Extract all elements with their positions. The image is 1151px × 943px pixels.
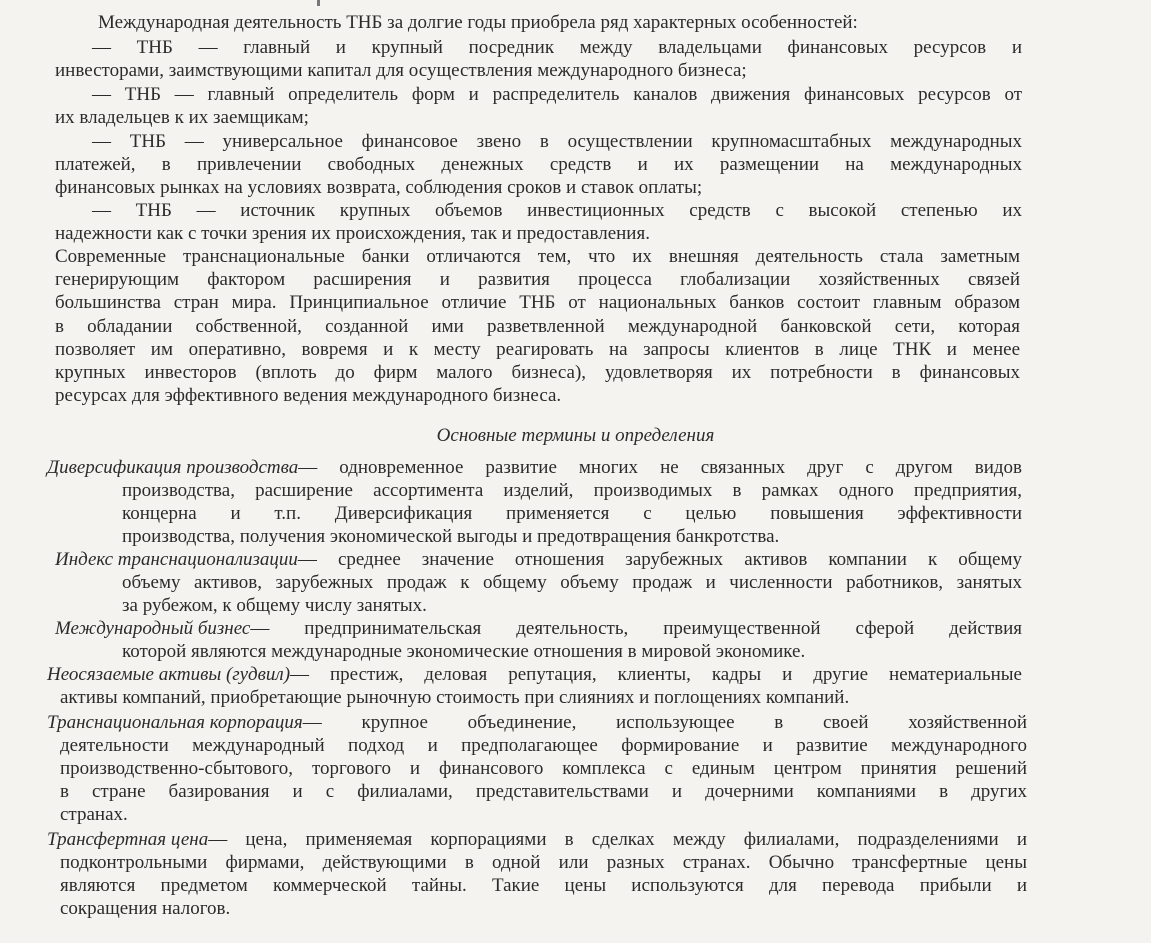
intro-line: их владельцев к их заемщикам; — [55, 107, 309, 128]
section-heading: Основные термины и определения — [436, 425, 715, 446]
intro-line: крупных инвесторов (вплоть до фирм малого бизнеса), удовлетворяя их потребности в финансовых — [55, 362, 1020, 383]
term-definition-line: в стране базирования и с филиалами, представительствами и дочерними компаниями в других — [60, 781, 1027, 802]
term-definition-text: — цена, применяемая корпорациями в сделках между филиалами, подразделениями и — [208, 829, 1027, 850]
term-definition-line: являются предметом коммерческой тайны. Такие цены используются для перевода прибыли и — [60, 875, 1027, 896]
term-definition-text: — престиж, деловая репутация, клиенты, кадры и другие нематериальные — [290, 664, 1022, 685]
term-title: Международный бизнес — [55, 618, 251, 639]
term-definition-text: — предпринимательская деятельность, преимущественной сферой действия — [250, 618, 1022, 639]
term-title: Трансфертная цена — [47, 829, 209, 850]
scan-artifact-mark — [317, 0, 320, 6]
term-definition-first-line — [55, 617, 1022, 640]
term-definition-line: сокращения налогов. — [60, 898, 231, 919]
intro-line: позволяет им оперативно, вовремя и к месту реагировать на запросы клиентов в лице ТНК и менее — [55, 339, 1020, 360]
intro-line: — ТНБ — источник крупных объемов инвестиционных средств с высокой степенью их — [92, 200, 1022, 221]
term-definition-line: активы компаний, приобретающие рыночную стоимость при слияниях и поглощениях компаний. — [60, 687, 850, 708]
term-definition-line: подконтрольными фирмами, действующими в одной или разных странах. Обычно трансфертные цены — [60, 852, 1027, 873]
term-title: Неосязаемые активы (гудвил) — [47, 664, 291, 685]
term-definition-line: производственно-сбытового, торгового и финансового комплекса с единым центром принятия решений — [60, 758, 1027, 779]
term-definition-line: странах. — [60, 804, 128, 825]
intro-line: платежей, в привлечении свободных денежных средств и их размещении на международных — [55, 154, 1022, 175]
term-definition-first-line — [47, 828, 1027, 851]
term-definition-line: деятельности международный подход и предполагающее формирование и развитие международного — [60, 735, 1027, 756]
intro-line: инвесторами, заимствующими капитал для осуществления международного бизнеса; — [55, 60, 747, 81]
term-definition-text: — среднее значение отношения зарубежных активов компании к общему — [297, 549, 1022, 570]
intro-line: в обладании собственной, созданной ими разветвленной международной банковской сети, которая — [55, 316, 1020, 337]
term-definition-line: объему активов, зарубежных продаж к общему объему продаж и численности работников, занятых — [122, 572, 1022, 593]
intro-line: генерирующим фактором расширения и развития процесса глобализации хозяйственных связей — [55, 269, 1020, 290]
term-definition-line: производства, расширение ассортимента изделий, производимых в рамках одного предприятия, — [122, 480, 1022, 501]
intro-line: ресурсах для эффективного ведения международного бизнеса. — [55, 385, 562, 406]
term-definition-first-line — [47, 663, 1022, 686]
intro-line: Современные транснациональные банки отличаются тем, что их внешняя деятельность стала заметным — [55, 246, 1020, 267]
term-definition-first-line — [47, 711, 1027, 734]
term-definition-first-line — [47, 456, 1022, 479]
term-definition-text: — крупное объединение, использующее в своей хозяйственной — [302, 712, 1027, 733]
term-definition-line: которой являются международные экономические отношения в мировой экономике. — [122, 641, 806, 662]
term-definition-text: — одновременное развитие многих не связанных друг с другом видов — [298, 457, 1022, 478]
term-definition-line: концерна и т.п. Диверсификация применяется с целью повышения эффективности — [122, 503, 1022, 524]
intro-line: Международная деятельность ТНБ за долгие годы приобрела ряд характерных особенностей: — [98, 12, 858, 33]
term-definition-line: производства, получения экономической выгоды и предотвращения банкротства. — [122, 526, 780, 547]
term-definition-line: за рубежом, к общему числу занятых. — [122, 595, 427, 616]
term-definition-first-line — [55, 548, 1022, 571]
term-title: Индекс транснационализации — [55, 549, 298, 570]
term-title: Диверсификация производства — [47, 457, 299, 478]
intro-line: надежности как с точки зрения их происхождения, так и предоставления. — [55, 223, 650, 244]
intro-line: — ТНБ — универсальное финансовое звено в осуществлении крупномасштабных международных — [92, 131, 1022, 152]
intro-line: большинства стран мира. Принципиальное отличие ТНБ от национальных банков состоит главным образом — [55, 292, 1020, 313]
term-title: Транснациональная корпорация — [47, 712, 303, 733]
intro-line: — ТНБ — главный определитель форм и распределитель каналов движения финансовых ресурсов от — [92, 84, 1022, 105]
intro-line: — ТНБ — главный и крупный посредник между владельцами финансовых ресурсов и — [92, 37, 1022, 58]
intro-line: финансовых рынках на условиях возврата, соблюдения сроков и ставок оплаты; — [55, 177, 703, 198]
